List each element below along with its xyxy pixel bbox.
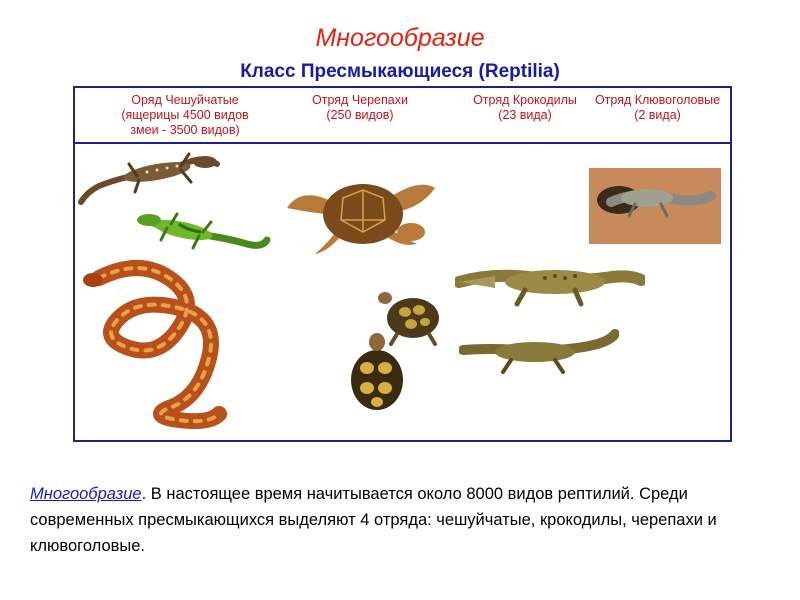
crocodile-illustration-1 [455, 258, 645, 328]
order-squamata-lizards: (ящерицы 4500 видов [121, 108, 249, 122]
brown-lizard-illustration [77, 150, 227, 210]
class-subtitle: Класс Пресмыкающиеся (Reptilia) [240, 61, 560, 82]
crocodile-illustration-2 [459, 320, 619, 380]
order-testudines-name: Отряд Черепахи [312, 93, 408, 107]
description-paragraph [30, 481, 770, 559]
order-rhynchocephalia-name: Отряд Клювоголовые [594, 93, 721, 107]
order-crocodilia-name: Отряд Крокодилы [473, 93, 577, 107]
snake-illustration [79, 258, 239, 438]
page-title: Многообразие [315, 24, 485, 52]
order-crocodilia-count: (23 вида) [498, 108, 552, 122]
order-testudines-count: (250 видов) [326, 108, 394, 122]
box-turtle-illustration-2 [337, 328, 417, 418]
order-rhynchocephalia-count: (2 вида) [634, 108, 681, 122]
order-rhynchocephalia-label [580, 93, 735, 123]
green-lizard-illustration [127, 206, 272, 261]
description-body: . В настоящее время начитывается около 8000 видов рептилий. Среди современных пресмыкающихся выделяют 4 отряда: чешуйчатые, крокодилы, черепахи и клювоголовые. [30, 485, 717, 555]
orders-panel [73, 86, 732, 442]
order-squamata-name: Оряд Чешуйчатые [131, 93, 239, 107]
tuatara-illustration [589, 168, 721, 244]
order-squamata-snakes: змеи - 3500 видов) [130, 123, 240, 137]
sea-turtle-illustration [281, 168, 441, 258]
header-divider [75, 142, 730, 144]
diversity-link[interactable]: Многообразие [30, 485, 142, 503]
order-testudines-label [275, 93, 445, 123]
order-squamata-label [95, 93, 275, 138]
